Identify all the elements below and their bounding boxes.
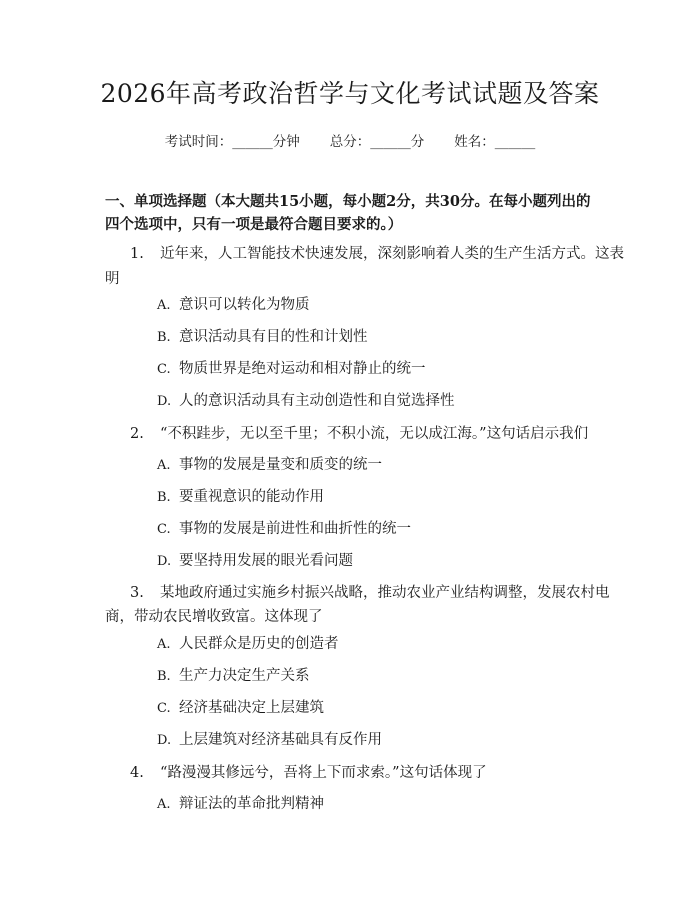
option-3a: A. 人民群众是历史的创造者 <box>157 636 339 652</box>
option-1d: D. 人的意识活动具有主动创造性和自觉选择性 <box>157 393 455 409</box>
student-name-field: 姓名：______ <box>454 134 536 150</box>
question-stem: “路漫漫其修远兮，吾将上下而求索。”这句话体现了 <box>160 765 487 781</box>
option-1a: A. 意识可以转化为物质 <box>157 297 310 313</box>
option-1b: B. 意识活动具有目的性和计划性 <box>157 329 368 345</box>
option-2d: D. 要坚持用发展的眼光看问题 <box>157 553 353 569</box>
option-2a: A. 事物的发展是量变和质变的统一 <box>157 457 382 473</box>
question-stem-continued: 商，带动农民增收致富。这体现了 <box>105 609 323 625</box>
question-stem-continued: 明 <box>105 271 120 287</box>
exam-time-field: 考试时间：______分钟 <box>164 134 300 150</box>
page-title: 2026年高考政治哲学与文化考试试题及答案 <box>100 79 600 108</box>
option-1c: C. 物质世界是绝对运动和相对静止的统一 <box>157 361 426 377</box>
total-score-field: 总分：______分 <box>329 134 425 150</box>
option-3b: B. 生产力决定生产关系 <box>157 668 310 684</box>
option-4a: A. 辩证法的革命批判精神 <box>157 796 324 812</box>
section-heading: 一、单项选择题（本大题共15小题，每小题2分，共30分。在每小题列出的四个选项中，只有一项是最符合题目要求的。） <box>105 193 591 233</box>
question-stem: 某地政府通过实施乡村振兴战略，推动农业产业结构调整，发展农村电 <box>160 585 610 601</box>
option-2c: C. 事物的发展是前进性和曲折性的统一 <box>157 521 411 537</box>
question-number: 3. <box>130 585 144 601</box>
question-stem: “不积跬步，无以至千里；不积小流，无以成江海。”这句话启示我们 <box>160 426 589 442</box>
exam-info <box>0 133 700 151</box>
question-number: 2. <box>130 426 144 442</box>
option-3c: C. 经济基础决定上层建筑 <box>157 700 324 716</box>
option-3d: D. 上层建筑对经济基础具有反作用 <box>157 732 382 748</box>
option-2b: B. 要重视意识的能动作用 <box>157 489 324 505</box>
question-number: 4. <box>130 765 144 781</box>
question-number: 1. <box>130 246 144 262</box>
question-stem: 近年来，人工智能技术快速发展，深刻影响着人类的生产生活方式。这表 <box>160 246 624 262</box>
